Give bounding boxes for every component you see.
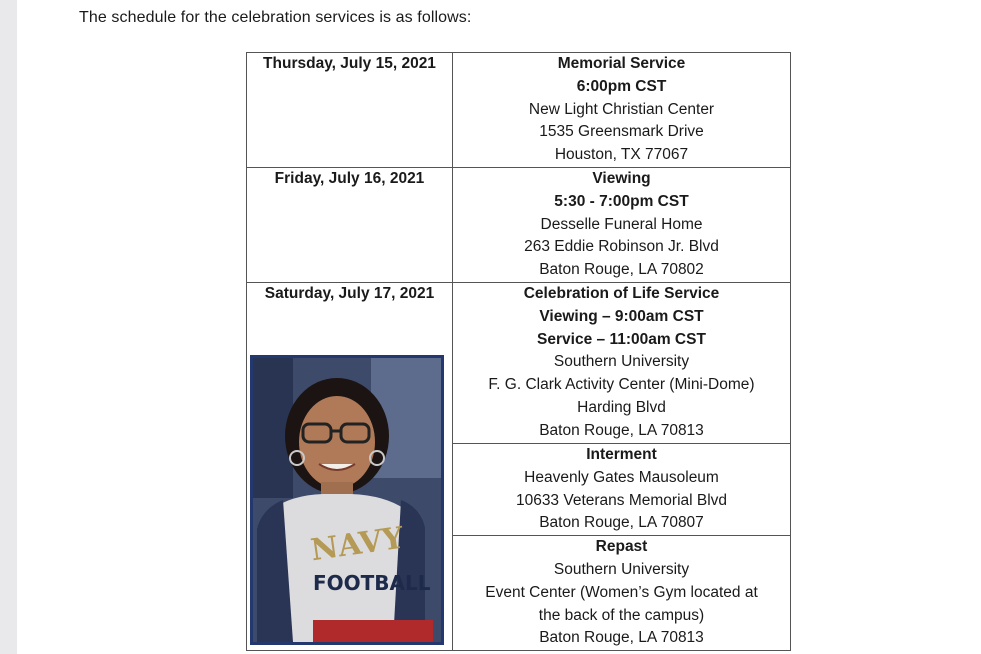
- address-line: F. G. Clark Activity Center (Mini-Dome): [488, 376, 755, 394]
- details-cell: [453, 167, 791, 282]
- details-cell: [453, 282, 791, 443]
- details-cell: [453, 536, 791, 651]
- table-row: [247, 282, 791, 443]
- date-cell: Thursday, July 15, 2021: [247, 53, 453, 168]
- details-cell: [453, 53, 791, 168]
- event-time: Service – 11:00am CST: [537, 330, 706, 348]
- address-line: Baton Rouge, LA 70802: [539, 261, 704, 279]
- address-line: Houston, TX 77067: [554, 146, 689, 164]
- event-time: 6:00pm CST: [576, 77, 667, 95]
- shirt-text-football: FOOTBALL: [313, 570, 431, 595]
- date-cell: [247, 282, 453, 650]
- event-title: Memorial Service: [557, 55, 686, 72]
- event-title: Celebration of Life Service: [523, 284, 720, 302]
- schedule-table: [246, 52, 791, 651]
- address-line: 263 Eddie Robinson Jr. Blvd: [524, 238, 719, 256]
- event-time: Viewing – 9:00am CST: [539, 307, 704, 325]
- event-time: 5:30 - 7:00pm CST: [554, 192, 689, 210]
- address-line: the back of the campus): [538, 606, 705, 624]
- table-row: [247, 167, 791, 282]
- address-line: Southern University: [553, 353, 690, 371]
- event-title: Viewing: [592, 169, 651, 187]
- date-cell: Friday, July 16, 2021: [247, 167, 453, 282]
- address-line: New Light Christian Center: [528, 100, 715, 118]
- details-cell: [453, 443, 791, 535]
- shirt-text-navy: NAVY: [308, 520, 406, 569]
- document-page: [17, 0, 981, 654]
- portrait-photo: [250, 355, 444, 645]
- event-title: Interment: [586, 445, 657, 463]
- address-line: Baton Rouge, LA 70807: [539, 514, 704, 532]
- intro-text: The schedule for the celebration services is as follows:: [79, 9, 472, 26]
- address-line: Desselle Funeral Home: [540, 215, 703, 233]
- address-line: Southern University: [553, 560, 690, 578]
- address-line: Harding Blvd: [577, 398, 666, 416]
- portrait-illustration: [253, 358, 441, 642]
- address-line: 1535 Greensmark Drive: [539, 123, 704, 141]
- date-text: Saturday, July 17, 2021: [264, 284, 435, 302]
- address-line: Event Center (Women’s Gym located at: [485, 583, 758, 601]
- table-row: [247, 53, 791, 168]
- event-title: Repast: [595, 538, 648, 556]
- address-line: 10633 Veterans Memorial Blvd: [515, 491, 728, 509]
- address-line: Baton Rouge, LA 70813: [539, 629, 704, 647]
- address-line: Baton Rouge, LA 70813: [539, 421, 704, 439]
- address-line: Heavenly Gates Mausoleum: [524, 468, 719, 486]
